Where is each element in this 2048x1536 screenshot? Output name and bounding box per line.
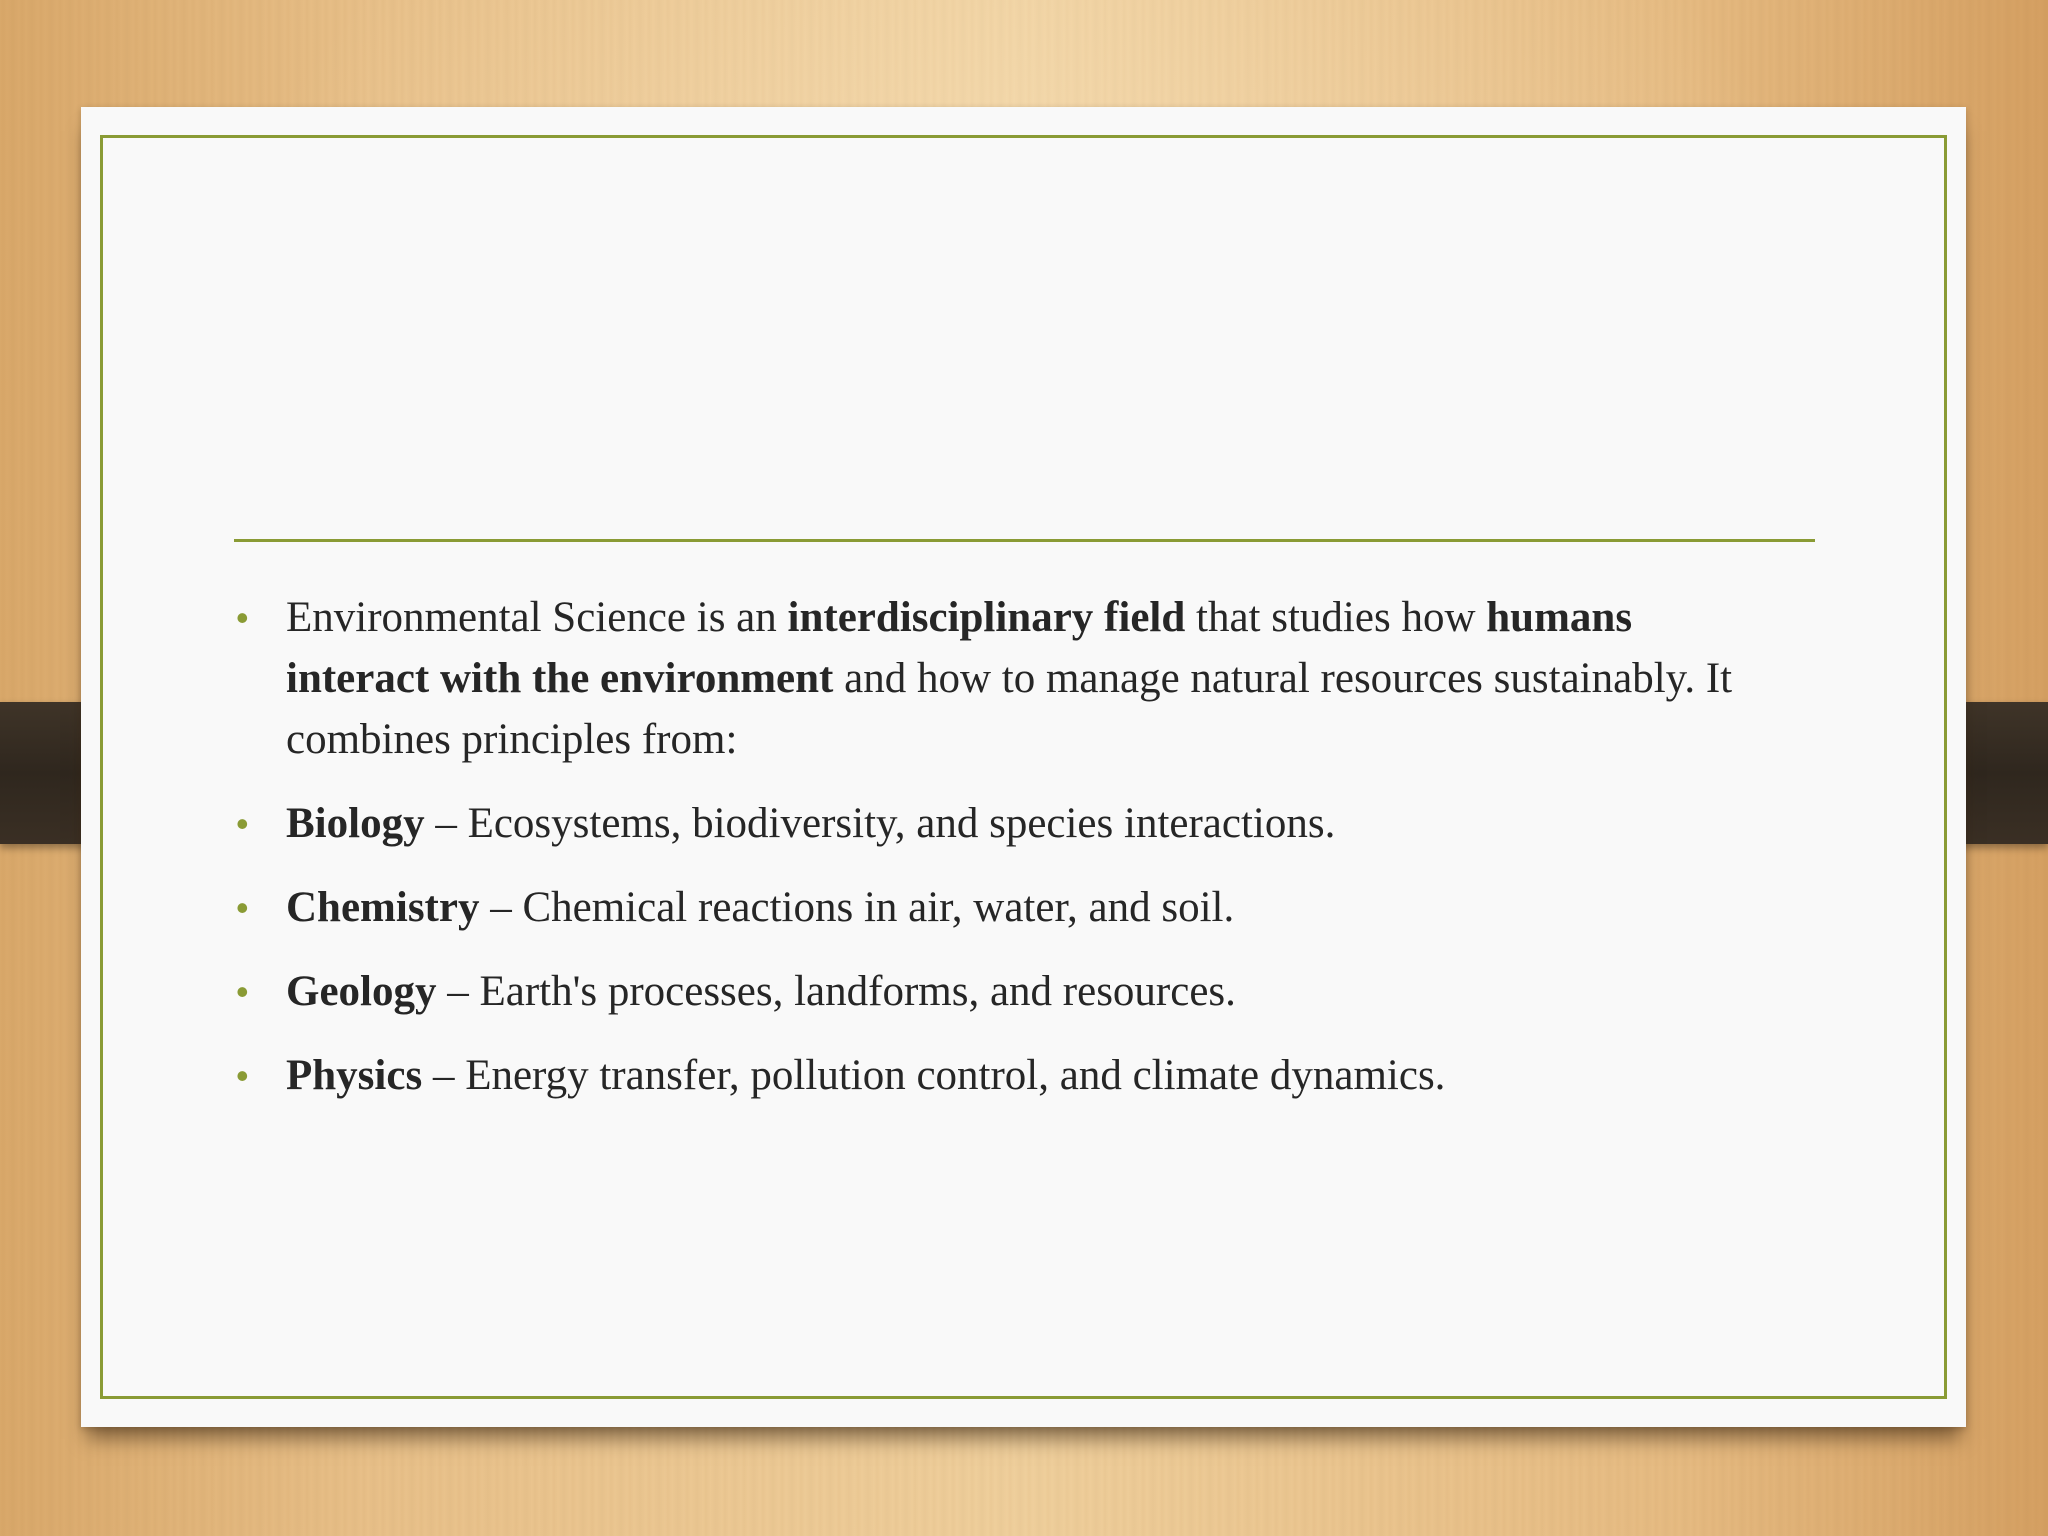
intro-text-3: and how to manage natural resources sustainably. It combines principles from: (286, 655, 1733, 763)
bullet-description: – Chemical reactions in air, water, and soil. (479, 884, 1235, 931)
bullet-dot-icon: • (236, 597, 249, 638)
bullet-item-biology (236, 793, 1756, 854)
bullet-description: – Energy transfer, pollution control, and climate dynamics. (422, 1052, 1446, 1099)
intro-text-1: Environmental Science is an (286, 594, 788, 641)
bullet-item-geology (236, 961, 1756, 1022)
bullet-dot-icon: • (236, 971, 249, 1012)
intro-bold-1: interdisciplinary field (787, 594, 1186, 641)
bullet-description: – Ecosystems, biodiversity, and species interactions. (424, 800, 1336, 847)
bullet-item-chemistry (236, 877, 1756, 938)
bullet-description: – Earth's processes, landforms, and resources. (436, 968, 1236, 1015)
slide-card (81, 107, 1966, 1427)
title-divider-line (234, 539, 1815, 542)
bullet-dot-icon: • (236, 803, 249, 844)
bullet-term: Biology (286, 800, 425, 847)
bullet-list (236, 587, 1756, 1129)
bullet-item-intro (236, 587, 1756, 770)
intro-text-2: that studies how (1185, 594, 1487, 641)
intro-bold-2: humans interact with the environment (286, 594, 1633, 702)
bullet-item-physics (236, 1045, 1756, 1106)
bullet-dot-icon: • (236, 1055, 249, 1096)
bullet-term: Chemistry (286, 884, 480, 931)
bullet-dot-icon: • (236, 887, 249, 928)
bullet-term: Geology (286, 968, 437, 1015)
bullet-term: Physics (286, 1052, 423, 1099)
